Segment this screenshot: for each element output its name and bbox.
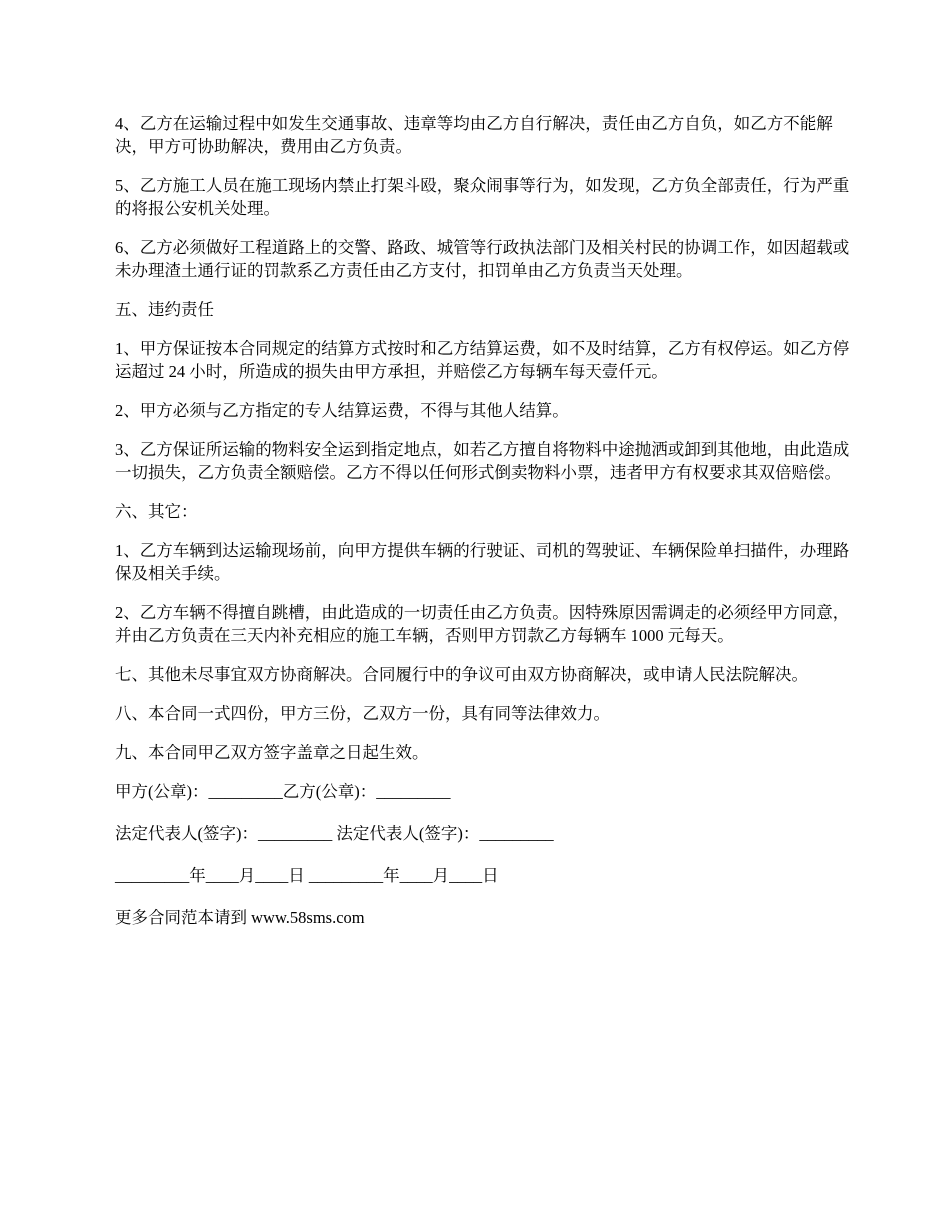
- breach-clause-1: 1、甲方保证按本合同规定的结算方式按时和乙方结算运费，如不及时结算，乙方有权停运。如乙方停运超过 24 小时，所造成的损失由甲方承担，并赔偿乙方每辆车每天壹仟元。: [115, 339, 850, 381]
- clause-4-transport-accident: 4、乙方在运输过程中如发生交通事故、违章等均由乙方自行解决，责任由乙方自负，如乙方不能解决，甲方可协助解决，费用由乙方负责。: [115, 114, 833, 156]
- clause-6-coordination: 6、乙方必须做好工程道路上的交警、路政、城管等行政执法部门及相关村民的协调工作，如因超载或未办理渣土通行证的罚款系乙方责任由乙方支付，扣罚单由乙方负责当天处理。: [115, 238, 850, 280]
- signature-seal-line: 甲方(公章)：_________乙方(公章)：_________: [115, 782, 451, 801]
- clause-5-site-conduct: 5、乙方施工人员在施工现场内禁止打架斗殴，聚众闹事等行为，如发现，乙方负全部责任，行为严重的将报公安机关处理。: [115, 176, 850, 218]
- contract-page: [115, 112, 865, 929]
- section-7-clause: 七、其他未尽事宜双方协商解决。合同履行中的争议可由双方协商解决，或申请人民法院解决。: [115, 665, 808, 684]
- footer-website-text: 更多合同范本请到 www.58sms.com: [115, 908, 365, 927]
- other-clause-1: 1、乙方车辆到达运输现场前，向甲方提供车辆的行驶证、司机的驾驶证、车辆保险单扫描件，办理路保及相关手续。: [115, 541, 850, 583]
- section-6-heading: 六、其它：: [115, 502, 198, 521]
- section-8-clause: 八、本合同一式四份，甲方三份，乙双方一份，具有同等法律效力。: [115, 704, 610, 723]
- signature-date-line: _________年____月____日 _________年____月____日: [115, 866, 499, 885]
- other-clause-2: 2、乙方车辆不得擅自跳槽，由此造成的一切责任由乙方负责。因特殊原因需调走的必须经甲方同意，并由乙方负责在三天内补充相应的施工车辆，否则甲方罚款乙方每辆车 1000 元每天。: [115, 603, 850, 645]
- signature-representative-line: 法定代表人(签字)：_________ 法定代表人(签字)：_________: [115, 824, 554, 843]
- breach-clause-2: 2、甲方必须与乙方指定的专人结算运费，不得与其他人结算。: [115, 401, 569, 420]
- section-9-clause: 九、本合同甲乙双方签字盖章之日起生效。: [115, 743, 429, 762]
- breach-clause-3: 3、乙方保证所运输的物料安全运到指定地点，如若乙方擅自将物料中途抛洒或卸到其他地，由此造成一切损失，乙方负责全额赔偿。乙方不得以任何形式倒卖物料小票，违者甲方有权要求其双倍赔偿。: [115, 440, 850, 482]
- section-5-heading: 五、违约责任: [115, 300, 214, 319]
